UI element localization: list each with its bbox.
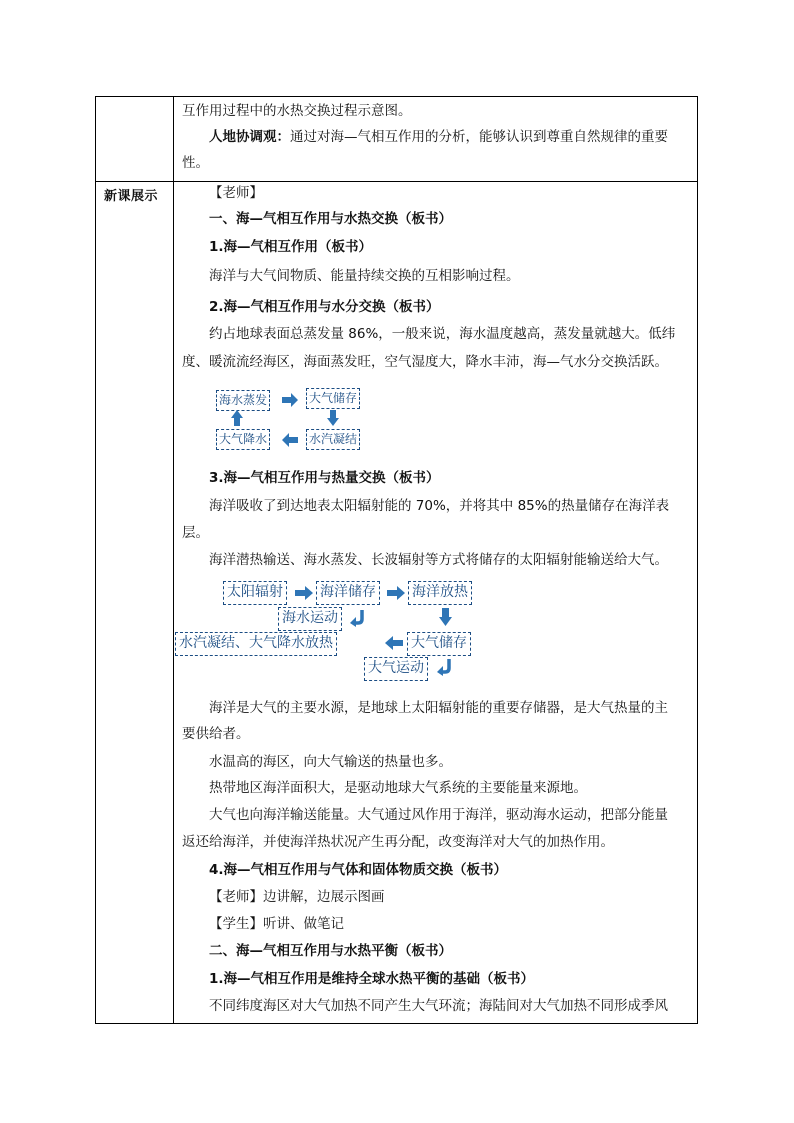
arrow-right-icon: [282, 393, 298, 407]
atmos-storage-box: 大气储存: [306, 388, 360, 409]
water-cycle-diagram: [182, 390, 482, 450]
curved-arrow-icon: [437, 658, 453, 676]
sub4-title: 4.海—气相互作用与气体和固体物质交换（板书）: [209, 862, 508, 878]
sub2-line1: 约占地球表面总蒸发量 86%，一般来说，海水温度越高，蒸发量就越大。低纬: [209, 326, 676, 342]
atmos-storage-box: 大气储存: [407, 632, 471, 656]
arrow-right-icon: [387, 586, 405, 600]
sub3-title: 3.海—气相互作用与热量交换（板书）: [209, 470, 440, 486]
condense-release-box: 水汽凝结、大气降水放热: [175, 632, 337, 656]
section-label: 新课展示: [104, 189, 159, 204]
atmos-motion-box: 大气运动: [364, 657, 428, 681]
sub2-line2: 度、暖流流经海区，海面蒸发旺，空气湿度大，降水丰沛，海—气水分交换活跃。: [182, 354, 668, 370]
sub3-line3: 海洋潜热输送、海水蒸发、长波辐射等方式将储存的太阳辐射能输送给大气。: [209, 552, 668, 568]
teacher-tag: 【老师】: [209, 185, 263, 201]
sec2-sub1-text: 不同纬度海区对大气加热不同产生大气环流；海陆间对大气加热不同形成季风: [209, 998, 668, 1014]
arrow-left-icon: [282, 433, 298, 447]
ocean-release-box: 海洋放热: [408, 581, 472, 605]
arrow-up-icon: [231, 410, 243, 426]
sub3-line1: 海洋吸收了到达地表太阳辐射能的 70%，并将其中 85%的热量储存在海洋表: [209, 498, 670, 514]
evaporation-box: 海水蒸发: [216, 390, 270, 411]
sub1-title: 1.海—气相互作用（板书）: [209, 239, 373, 255]
condensation-box: 水汽凝结: [306, 429, 360, 450]
para1-line2: 要供给者。: [182, 726, 250, 742]
human-earth-label: 人地协调观：: [209, 129, 290, 145]
section2-title: 二、海—气相互作用与水热平衡（板书）: [209, 943, 452, 959]
para3: 热带地区海洋面积大，是驱动地球大气系统的主要能量来源地。: [209, 780, 587, 796]
para4-line2: 返还给海洋，并使海洋热状况产生再分配，改变海洋对大气的加热作用。: [182, 834, 614, 850]
curved-arrow-icon: [350, 609, 366, 627]
arrow-down-icon: [327, 410, 339, 426]
human-earth-text: 通过对海—气相互作用的分析，能够认识到尊重自然规律的重要: [290, 129, 668, 145]
precipitation-box: 大气降水: [216, 429, 270, 450]
sub2-title: 2.海—气相互作用与水分交换（板书）: [209, 299, 440, 315]
ocean-motion-box: 海水运动: [278, 607, 342, 631]
teacher-line: 【老师】边讲解，边展示图画: [209, 889, 385, 905]
sec2-sub1-title: 1.海—气相互作用是维持全球水热平衡的基础（板书）: [209, 971, 535, 987]
lesson-table: [95, 96, 698, 1024]
student-line: 【学生】听讲、做笔记: [209, 916, 344, 932]
arrow-left-icon: [385, 636, 403, 650]
para1-line1: 海洋是大气的主要水源，是地球上太阳辐射能的重要存储器，是大气热量的主: [209, 700, 668, 716]
top-row-line: 互作用过程中的水热交换过程示意图。: [182, 103, 412, 119]
solar-box: 太阳辐射: [223, 581, 287, 605]
arrow-down-icon: [439, 608, 452, 626]
para2: 水温高的海区，向大气输送的热量也多。: [209, 754, 452, 770]
human-earth-line: [182, 123, 691, 151]
arrow-right-icon: [295, 586, 313, 600]
section1-title: 一、海—气相互作用与水热交换（板书）: [209, 211, 452, 227]
sub1-text: 海洋与大气间物质、能量持续交换的互相影响过程。: [209, 268, 520, 284]
sub3-line2: 层。: [182, 525, 209, 541]
top-row-tail: 性。: [182, 155, 209, 171]
ocean-storage-box: 海洋储存: [316, 581, 380, 605]
column-divider: [173, 97, 174, 1023]
para4-line1: 大气也向海洋输送能量。大气通过风作用于海洋，驱动海水运动，把部分能量: [209, 807, 668, 823]
heat-cycle-diagram: [179, 581, 502, 681]
